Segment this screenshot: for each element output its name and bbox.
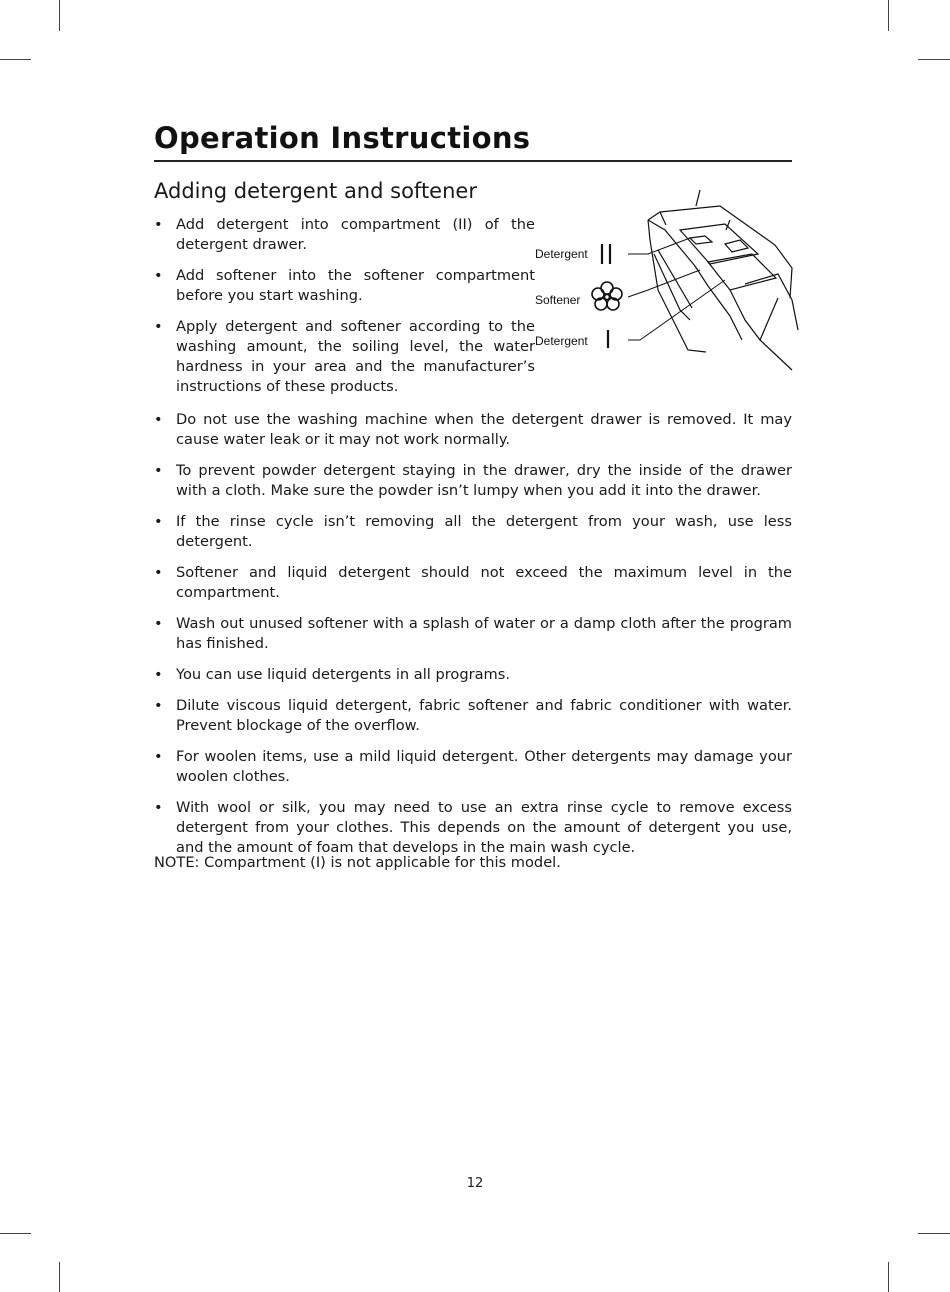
drawer-illustration <box>530 180 800 380</box>
crop-mark-top-left-v <box>59 0 60 31</box>
list-item: • Dilute viscous liquid detergent, fabric softener and fabric conditioner with water. Prevent blockage of the overflow. <box>154 696 792 736</box>
list-item: • Do not use the washing machine when the detergent drawer is removed. It may cause water leak or it may not work normally. <box>154 410 792 450</box>
drawer-body <box>648 190 798 370</box>
crop-mark-top-right-v <box>888 0 889 31</box>
crop-mark-top-right-h <box>918 59 950 60</box>
crop-mark-top-left-h <box>0 59 31 60</box>
list-item: • To prevent powder detergent staying in the drawer, dry the inside of the drawer with a cloth. Make sure the powder isn’t lumpy when you add it into the drawer. <box>154 461 792 501</box>
list-item: • For woolen items, use a mild liquid detergent. Other detergents may damage your woolen clothes. <box>154 747 792 787</box>
note-text: NOTE: Compartment (I) is not applicable for this model. <box>154 854 561 871</box>
softener-label: Softener <box>535 293 581 307</box>
list-item: • Wash out unused softener with a splash of water or a damp cloth after the program has finished. <box>154 614 792 654</box>
page-number: 12 <box>466 1176 484 1191</box>
list-item: • If the rinse cycle isn’t removing all the detergent from your wash, use less detergent. <box>154 512 792 552</box>
crop-mark-bottom-left-h <box>0 1233 31 1234</box>
detergent-i-label: Detergent <box>535 334 588 348</box>
leader-line-softener <box>628 270 700 297</box>
list-item: • With wool or silk, you may need to use an extra rinse cycle to remove excess detergent from your clothes. This depends on the amount of detergent you use, and the amount of foam that develops in the main wash cycle. <box>154 798 792 858</box>
top-bullet-list <box>154 215 535 408</box>
detergent-drawer-diagram <box>530 180 800 380</box>
page-title: Operation Instructions <box>154 121 531 155</box>
list-item: • Add detergent into compartment (II) of the detergent drawer. <box>154 215 535 255</box>
flower-icon <box>592 282 622 310</box>
crop-mark-bottom-left-v <box>59 1262 60 1292</box>
list-item: • Softener and liquid detergent should not exceed the maximum level in the compartment. <box>154 563 792 603</box>
section-heading: Adding detergent and softener <box>154 179 477 203</box>
list-item: • Apply detergent and softener according to the washing amount, the soiling level, the water hardness in your area and the manufacturer’s instructions of these products. <box>154 317 535 397</box>
crop-mark-bottom-right-h <box>918 1233 950 1234</box>
list-item: • You can use liquid detergents in all programs. <box>154 665 792 685</box>
list-item: • Add softener into the softener compartment before you start washing. <box>154 266 535 306</box>
detergent-ii-label: Detergent <box>535 247 588 261</box>
crop-mark-bottom-right-v <box>888 1262 889 1292</box>
title-divider <box>154 160 792 162</box>
compartment-ii-icon <box>602 244 610 264</box>
main-bullet-list <box>154 410 792 869</box>
